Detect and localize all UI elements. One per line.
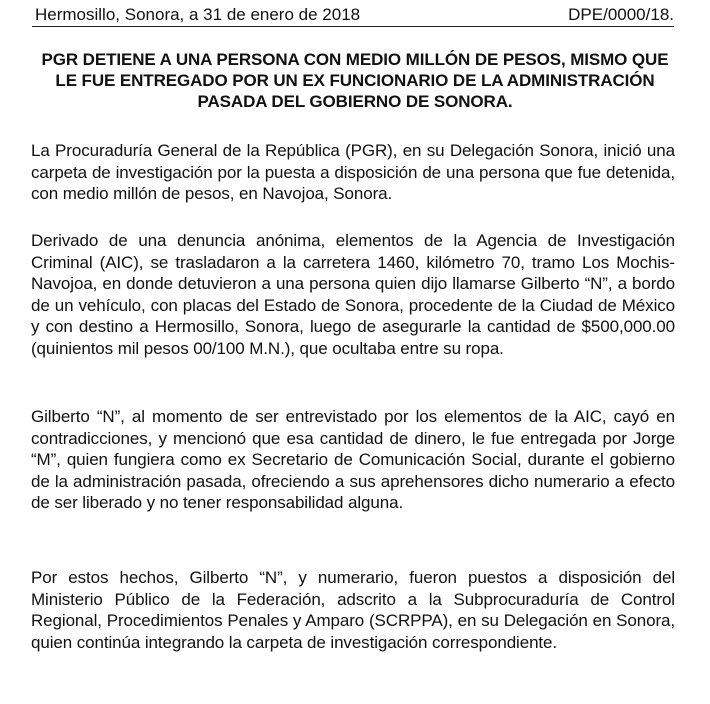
place-date: Hermosillo, Sonora, a 31 de enero de 2018 [35,5,361,24]
paragraph-2: Derivado de una denuncia anónima, elementos de la Agencia de Investigación Criminal (AIC), se trasladaron a la carretera 1460, kilómetro 70, tramo Los Mochis-Navojoa, en donde detuvieron a una persona quien dijo llamarse Gilberto “N”, a bordo de un vehículo, con placas del Estado de Sonora, procedente de la Ciudad de México y con destino a Hermosillo, Sonora, luego de asegurarle la cantidad de $500,000.00 (quinientos mil pesos 00/100 M.N.), que ocultaba entre su ropa. [31,231,675,358]
paragraph-1: La Procuraduría General de la República (PGR), en su Delegación Sonora, inició una carpeta de investigación por la puesta a disposición de una persona que fue detenida, con medio millón de pesos, en Navojoa, Sonora. [31,141,675,203]
document-header [32,4,674,27]
press-release-title: PGR DETIENE A UNA PERSONA CON MEDIO MILLÓN DE PESOS, MISMO QUE LE FUE ENTREGADO POR UN EX FUNCIONARIO DE LA ADMINISTRACIÓN PASADA DEL GOBIERNO DE SONORA. [41,50,669,111]
document-reference: DPE/0000/18. [568,5,674,24]
paragraph-4: Por estos hechos, Gilberto “N”, y numerario, fueron puestos a disposición del Ministerio Público de la Federación, adscrito a la Subprocuraduría de Control Regional, Procedimientos Penales y Amparo (SCRPPA), en su Delegación en Sonora, quien continúa integrando la carpeta de investigación correspondiente. [31,568,675,652]
paragraph-3: Gilberto “N”, al momento de ser entrevistado por los elementos de la AIC, cayó en contradicciones, y mencionó que esa cantidad de dinero, le fue entregada por Jorge “M”, quien fungiera como ex Secretario de Comunicación Social, durante el gobierno de la administración pasada, ofreciendo a sus aprehensores dicho numerario a efecto de ser liberado y no tener responsabilidad alguna. [31,407,675,512]
